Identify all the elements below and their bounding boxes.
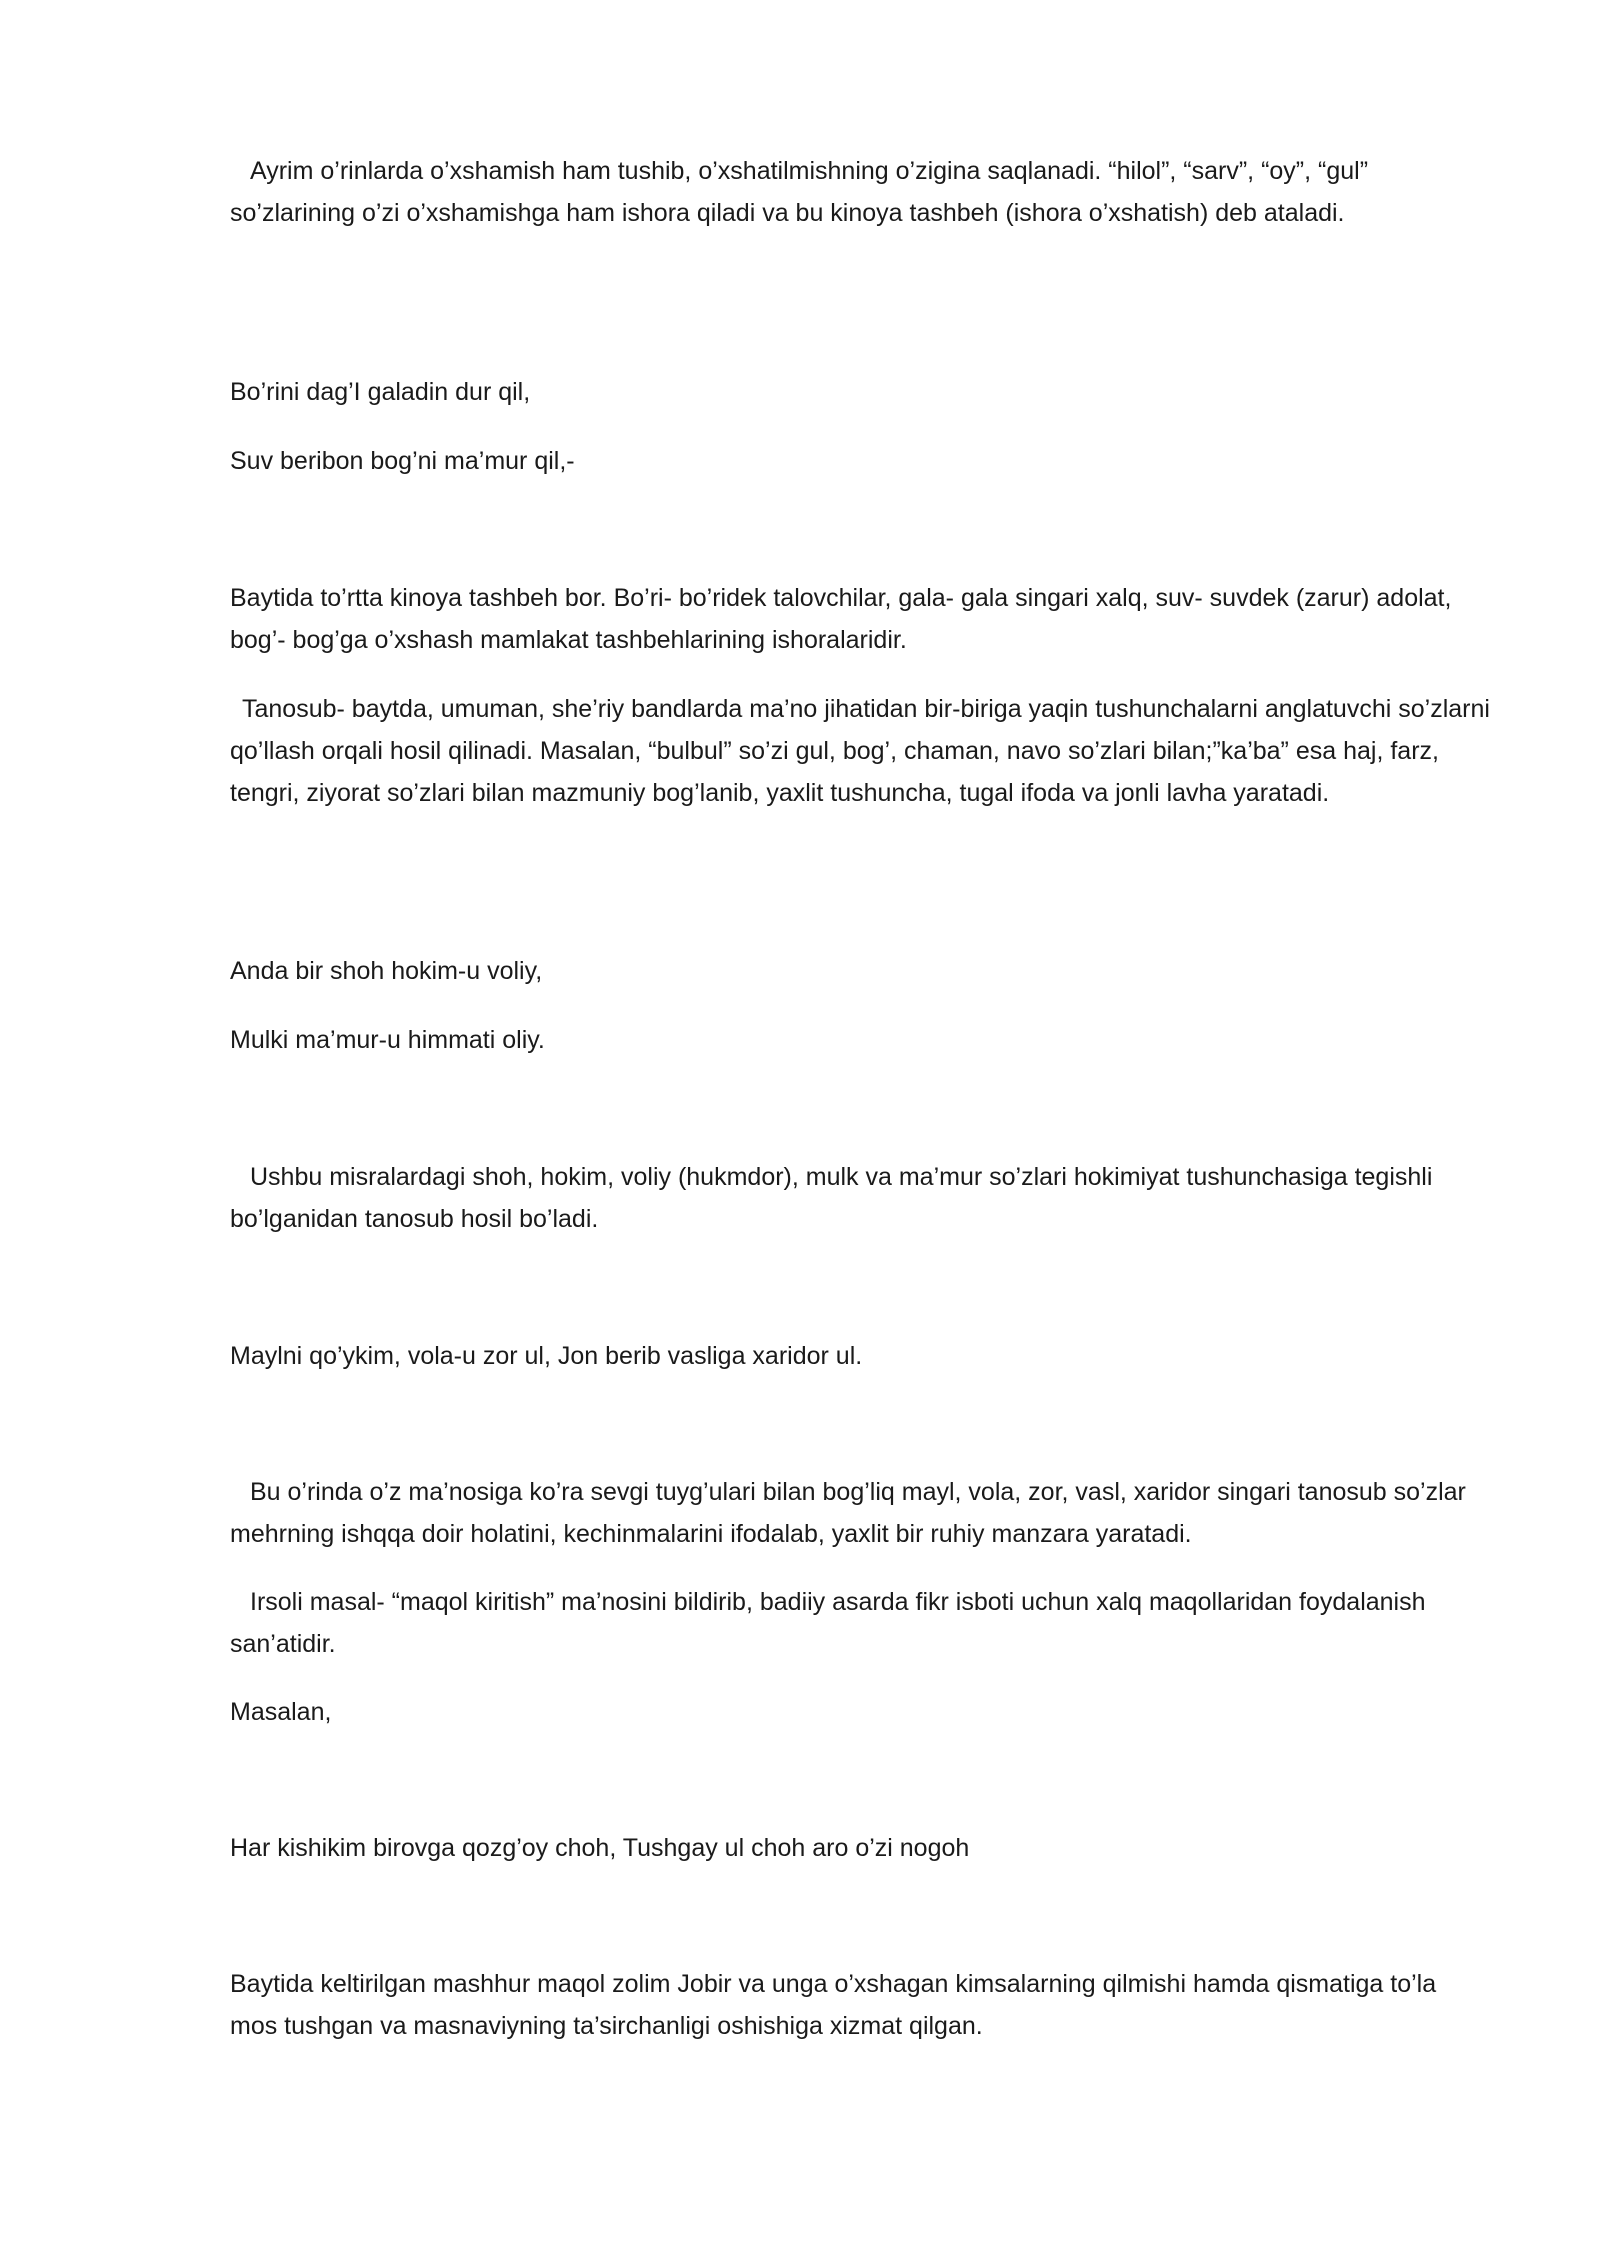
paragraph-kinoya-tashbeh: Ayrim o’rinlarda o’xshamish ham tushib, o’xshatilmishning o’zigina saqlanadi. “hilol”, “sarv”, “oy”, “gul” so’zlarining o’zi o’xshamishga ham ishora qiladi va bu kinoya tashbeh (ishora o’xshatish) deb ataladi. <box>230 157 1369 227</box>
paragraph-irsoli-masal: Irsoli masal- “maqol kiritish” ma’nosini bildirib, badiiy asarda fikr isboti uchun xalq maqollaridan foydalanish san’atidir. <box>230 1588 1426 1658</box>
paragraph-tanosub: Tanosub- baytda, umuman, she’riy bandlarda ma’no jihatidan bir-biriga yaqin tushunchalarni anglatuvchi so’zlarni qo’llash orqali hosil qilinadi. Masalan, “bulbul” so’zi gul, bog’, chaman, navo so’zlari bilan;”ka’ba” esa haj, farz, tengri, ziyorat so’zlari bilan mazmuniy bog’lanib, yaxlit tushuncha, tugal ifoda va jonli lavha yaratadi. <box>230 695 1490 807</box>
verse-line: Anda bir shoh hokim-u voliy, <box>230 957 543 985</box>
verse-line: Mulki ma’mur-u himmati oliy. <box>230 1026 545 1054</box>
verse-line: Bo’rini dag’I galadin dur qil, <box>230 378 531 406</box>
paragraph-bayt-explanation: Baytida to’rtta kinoya tashbeh bor. Bo’ri- bo’ridek talovchilar, gala- gala singari xalq, suv- suvdek (zarur) adolat, bog’- bog’ga o’xshash mamlakat tashbehlarining ishoralaridir. <box>230 584 1452 654</box>
paragraph-maqol-explanation: Baytida keltirilgan mashhur maqol zolim Jobir va unga o’xshagan kimsalarning qilmishi hamda qismatiga to’la mos tushgan va masnaviyning ta’sirchanligi oshishiga xizmat qilgan. <box>230 1970 1437 2040</box>
verse-line: Maylni qo’ykim, vola-u zor ul, Jon berib vasliga xaridor ul. <box>230 1342 863 1370</box>
verse-line: Har kishikim birovga qozg’oy choh, Tushgay ul choh aro o’zi nogoh <box>230 1834 970 1862</box>
paragraph-masalan: Masalan, <box>230 1698 332 1726</box>
paragraph-misralar: Ushbu misralardagi shoh, hokim, voliy (hukmdor), mulk va ma’mur so’zlari hokimiyat tushunchasiga tegishli bo’lganidan tanosub hosil bo’ladi. <box>230 1163 1433 1233</box>
paragraph-tanosub-sozlar: Bu o’rinda o’z ma’nosiga ko’ra sevgi tuyg’ulari bilan bog’liq mayl, vola, zor, vasl, xaridor singari tanosub so’zlar mehrning ishqqa doir holatini, kechinmalarini ifodalab, yaxlit bir ruhiy manzara yaratadi. <box>230 1478 1466 1548</box>
verse-line: Suv beribon bog’ni ma’mur qil,- <box>230 447 575 475</box>
